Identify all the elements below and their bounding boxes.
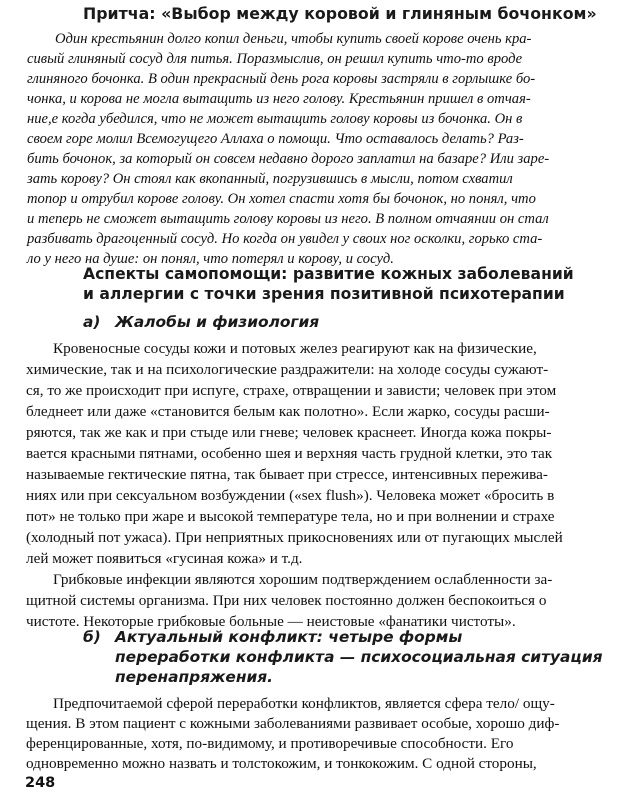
body-line: щения. В этом пациент с кожными заболеваниями развивает особые, хорошо диф- <box>26 715 560 732</box>
body-line: (холодный пот ужаса). При неприятных прикосновениях или от пугающих мыслей <box>26 529 563 546</box>
parable-line: сивый глиняный сосуд для питья. Поразмыслив, он решил купить что-то вроде <box>27 51 523 67</box>
body-line: Грибковые инфекции являются хорошим подтверждением ослабленности за- <box>53 571 553 588</box>
subsection-b-title-line: перенапряжения. <box>115 668 273 686</box>
body-line: Предпочитаемой сферой переработки конфликтов, является сфера тело/ ощу- <box>53 695 555 712</box>
parable-line: разбивать драгоценный сосуд. Но когда он увидел у своих ног осколки, горько ста- <box>27 231 543 247</box>
parable-line: Один крестьянин долго копил деньги, чтобы купить своей корове очень кра- <box>55 31 532 47</box>
parable-line: своем горе молил Всемогущего Аллаха о помощи. Что оставалось делать? Раз- <box>27 131 524 147</box>
body-line: пот» не только при жаре и высокой температуре тела, но и при волнении и страхе <box>26 508 555 525</box>
parable-line: и теперь не сможет вытащить голову коровы из него. В полном отчаянии он стал <box>27 211 549 227</box>
parable-line: бить бочонок, за который он совсем недавно дорого заплатил на базаре? Или заре- <box>27 151 550 167</box>
body-line: одновременно можно назвать и толстокожим, и тонкокожим. С одной стороны, <box>26 755 537 772</box>
subsection-b-title-line: переработки конфликта — психосоциальная ситуация <box>115 648 603 666</box>
body-line: ниях или при сексуальном возбуждении («sex flush»). Человека может «бросить в <box>26 487 555 504</box>
body-line: щитной системы организма. При них человек постоянно должен беспокоиться о <box>26 592 547 609</box>
body-line: Кровеносные сосуды кожи и потовых желез реагируют как на физические, <box>53 340 537 357</box>
parable-line: ло у него на душе: он понял, что потерял и корову, и сосуд. <box>27 251 394 267</box>
parable-line: чонка, и корова не могла вытащить из него голову. Крестьянин пришел в отчая- <box>27 91 531 107</box>
section-title-line: и аллергии с точки зрения позитивной психотерапии <box>83 285 565 303</box>
subsection-b-title-line: Актуальный конфликт: четыре формы <box>115 628 463 646</box>
body-line: химические, так и на психологические раздражители: на холоде сосуды сужают- <box>26 361 549 378</box>
page-number: 248 <box>25 775 56 791</box>
parable-line: топор и отрубил корове голову. Он хотел спасти хотя бы бочонок, но понял, что <box>27 191 536 207</box>
parable-title: Притча: «Выбор между коровой и глиняным бочонком» <box>83 4 597 23</box>
body-line: бледнеет или даже «становится белым как полотно». Если жарко, сосуды расши- <box>26 403 550 420</box>
body-line: лей может появиться «гусиная кожа» и т.д. <box>26 550 303 567</box>
parable-line: глиняного бочонка. В один прекрасный день рога коровы застряли в горлышке бо- <box>27 71 536 87</box>
body-line: вается красными пятнами, особенно шея и верхняя часть грудной клетки, это так <box>26 445 553 462</box>
parable-line: зать корову? Он стоял как вкопанный, погрузившись в мысли, потом схватил <box>27 171 513 187</box>
body-line: называемые гектические пятна, так бывает при стрессе, интенсивных пережива- <box>26 466 548 483</box>
subsection-b-label: б) <box>83 628 101 646</box>
section-title-line: Аспекты самопомощи: развитие кожных заболеваний <box>83 265 574 283</box>
body-line: ференцированные, хотя, по-видимому, и противоречивые способности. Его <box>26 735 514 752</box>
subsection-a-label: а) <box>83 313 101 331</box>
parable-line: ние,е когда убедился, что не может вытащить голову коровы из бочонка. Он в <box>27 111 523 127</box>
body-line: чистоте. Некоторые грибковые больные — неистовые «фанатики чистоты». <box>26 613 516 630</box>
subsection-a-title: Жалобы и физиология <box>115 313 320 331</box>
body-line: ряются, так же как и при стыде или гневе; человек краснеет. Иногда кожа покры- <box>26 424 552 441</box>
body-line: ся, то же происходит при испуге, страхе, отвращении и зависти; человек при этом <box>26 382 557 399</box>
